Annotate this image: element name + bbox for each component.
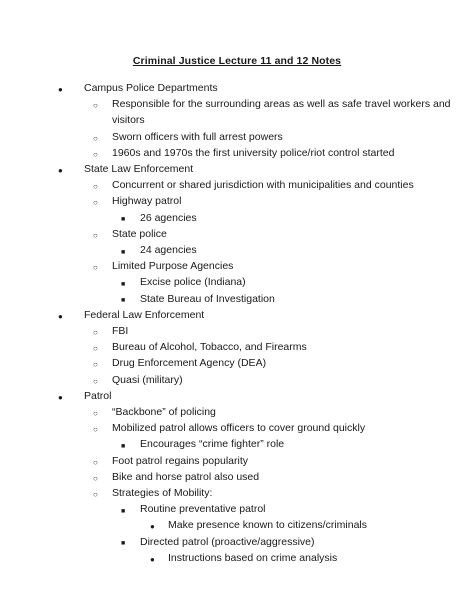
list-item-level-3: Directed patrol (proactive/aggressive)	[140, 535, 315, 548]
list-item-level-1: Federal Law Enforcement	[84, 308, 205, 321]
list-item-level-2: “Backbone” of policing	[112, 406, 216, 418]
list-item-level-2: Foot patrol regains popularity	[112, 454, 248, 467]
bullet-square-icon: ■	[121, 507, 126, 515]
list-item-level-3: Encourages “crime fighter” role	[140, 438, 285, 451]
list-item-level-1: State Law Enforcement	[84, 163, 194, 175]
bullet-disc-icon: ●	[150, 554, 155, 564]
list-item-level-2: Highway patrol	[112, 195, 182, 208]
bullet-square-icon: ■	[121, 540, 126, 548]
list-item-level-2: State police	[112, 227, 167, 240]
bullet-square-icon: ■	[121, 248, 126, 256]
list-item-level-1: Patrol	[84, 389, 112, 402]
bullet-circle-icon: ○	[93, 360, 98, 370]
bullet-circle-icon: ○	[93, 263, 98, 273]
list-item-level-2: Mobilized patrol allows officers to cover ground quickly	[112, 422, 366, 435]
bullet-circle-icon: ○	[93, 376, 98, 386]
bullet-circle-icon: ○	[93, 101, 98, 111]
bullet-circle-icon: ○	[93, 182, 98, 192]
list-item-level-2: Strategies of Mobility:	[112, 487, 213, 499]
list-item-level-2: Drug Enforcement Agency (DEA)	[112, 357, 267, 370]
bullet-square-icon: ■	[121, 442, 126, 450]
list-item-level-2: 1960s and 1970s the first university police/riot control started	[112, 146, 395, 159]
bullet-disc-icon: ●	[58, 311, 63, 321]
list-item-level-3: State Bureau of Investigation	[140, 292, 275, 305]
bullet-disc-icon: ●	[58, 392, 63, 402]
list-item-level-3: 24 agencies	[140, 244, 197, 256]
list-item-continuation: visitors	[112, 114, 145, 127]
list-item-level-2: Concurrent or shared jurisdiction with municipalities and counties	[112, 179, 414, 192]
bullet-circle-icon: ○	[93, 473, 98, 483]
document-title: Criminal Justice Lecture 11 and 12 Notes	[132, 55, 342, 67]
bullet-square-icon: ■	[121, 297, 126, 305]
list-item-level-2: FBI	[112, 325, 129, 337]
bullet-square-icon: ■	[121, 280, 126, 288]
list-item-level-4: Make presence known to citizens/criminals	[168, 519, 367, 532]
list-item-level-2: Sworn officers with full arrest powers	[112, 130, 283, 143]
bullet-circle-icon: ○	[93, 133, 98, 143]
list-item-level-2: Bureau of Alcohol, Tobacco, and Firearms	[112, 341, 307, 354]
list-item-level-3: Routine preventative patrol	[140, 503, 266, 516]
list-item-level-2: Quasi (military)	[112, 373, 183, 386]
bullet-square-icon: ■	[121, 216, 126, 224]
bullet-circle-icon: ○	[93, 409, 98, 418]
list-item-level-3: Excise police (Indiana)	[140, 276, 246, 289]
bullet-circle-icon: ○	[93, 149, 98, 159]
bullet-circle-icon: ○	[93, 425, 98, 435]
list-item-level-2: Responsible for the surrounding areas as well as safe travel workers and	[112, 98, 451, 111]
bullet-circle-icon: ○	[93, 230, 98, 240]
bullet-circle-icon: ○	[93, 344, 98, 354]
bullet-circle-icon: ○	[93, 198, 98, 208]
list-item-level-2: Limited Purpose Agencies	[112, 260, 234, 273]
bullet-disc-icon: ●	[150, 522, 155, 532]
list-item-level-4: Instructions based on crime analysis	[168, 551, 338, 564]
bullet-disc-icon: ●	[58, 166, 63, 175]
bullet-circle-icon: ○	[93, 328, 98, 337]
list-item-level-3: 26 agencies	[140, 211, 197, 224]
bullet-circle-icon: ○	[93, 457, 98, 467]
list-item-level-2: Bike and horse patrol also used	[112, 470, 260, 483]
list-item-level-1: Campus Police Departments	[84, 82, 218, 94]
bullet-circle-icon: ○	[93, 490, 98, 499]
bullet-disc-icon: ●	[58, 85, 63, 94]
